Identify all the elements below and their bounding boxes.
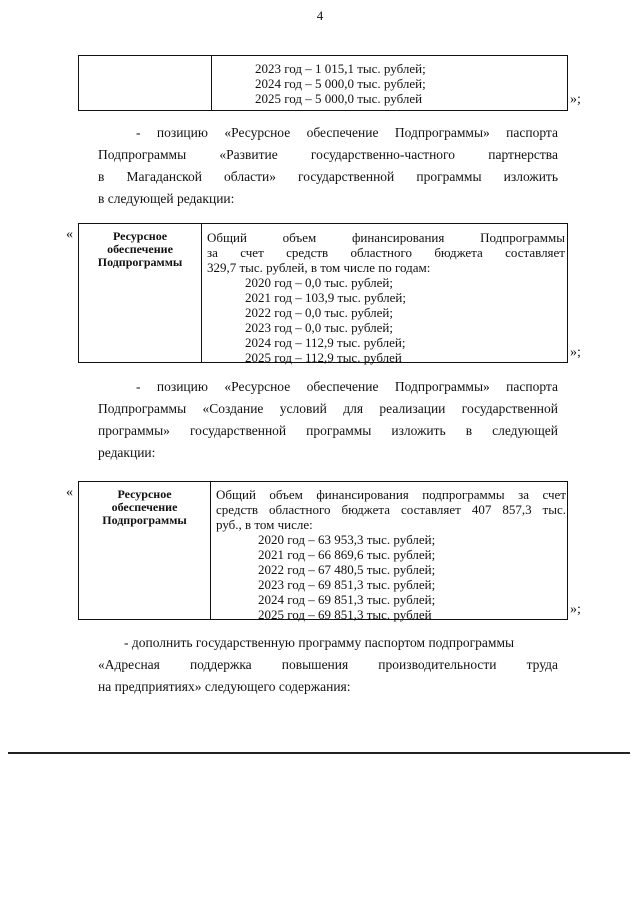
paragraph-edit-3 [98, 632, 558, 698]
paragraph-line: - позицию «Ресурсное обеспечение Подпрограммы» паспорта [136, 379, 558, 394]
paragraph-line: Подпрограммы «Развитие государственно-частного партнерства [98, 147, 558, 162]
year-line: 2024 год – 112,9 тыс. рублей; [245, 335, 406, 350]
year-line: 2025 год – 5 000,0 тыс. рублей [255, 91, 423, 106]
year-line: 2020 год – 0,0 тыс. рублей; [245, 275, 393, 290]
paragraph-line: редакции: [98, 445, 156, 460]
year-line: 2021 год – 103,9 тыс. рублей; [245, 290, 406, 305]
label-text: Ресурсное обеспечение Подпрограммы [97, 229, 183, 269]
opening-quote: « [66, 485, 73, 500]
table-value-cell [255, 61, 426, 106]
paragraph-line: в Магаданской области» государственной программы изложить [98, 169, 558, 184]
year-line: 2022 год – 67 480,5 тыс. рублей; [258, 562, 436, 577]
year-line: 2023 год – 69 851,3 тыс. рублей; [258, 577, 436, 592]
paragraph-line: на предприятиях» следующего содержания: [98, 679, 351, 694]
intro-line: 329,7 тыс. рублей, в том числе по годам: [207, 260, 431, 275]
closing-quote: »; [570, 345, 581, 360]
horizontal-divider [8, 752, 630, 754]
intro-line: средств областного бюджета составляет 407 857,3 тыс. [216, 502, 566, 517]
intro-line: Общий объем финансирования Подпрограммы [207, 230, 565, 245]
year-line: 2022 год – 0,0 тыс. рублей; [245, 305, 393, 320]
label-cell [79, 482, 211, 619]
page-number: 4 [316, 8, 324, 23]
paragraph-line: «Адресная поддержка повышения производительности труда [98, 657, 558, 672]
paragraph-line: - дополнить государственную программу паспортом подпрограммы [124, 635, 515, 650]
year-line: 2025 год – 69 851,3 тыс. рублей [258, 607, 432, 622]
closing-quote: »; [570, 92, 581, 107]
year-line: 2025 год – 112,9 тыс. рублей [245, 350, 402, 365]
intro-line: руб., в том числе: [216, 517, 313, 532]
label-text: Ресурсное обеспечение Подпрограммы [102, 487, 187, 527]
resource-table-2 [78, 481, 568, 620]
year-line: 2024 год – 69 851,3 тыс. рублей; [258, 592, 436, 607]
paragraph-line: - позицию «Ресурсное обеспечение Подпрограммы» паспорта [136, 125, 558, 140]
paragraph-line: Подпрограммы «Создание условий для реализации государственной [98, 401, 558, 416]
paragraph-edit-1 [98, 122, 558, 210]
opening-quote: « [66, 227, 73, 242]
paragraph-line: в следующей редакции: [98, 191, 235, 206]
closing-quote: »; [570, 602, 581, 617]
label-cell [79, 224, 202, 362]
year-line: 2024 год – 5 000,0 тыс. рублей; [255, 76, 426, 91]
intro-line: за счет средств областного бюджета составляет [207, 245, 565, 260]
intro-line: Общий объем финансирования подпрограммы за счет [216, 487, 566, 502]
table-continuation [78, 55, 568, 111]
paragraph-edit-2 [98, 376, 558, 464]
year-line: 2023 год – 0,0 тыс. рублей; [245, 320, 393, 335]
paragraph-line: программы» государственной программы изложить в следующей [98, 423, 558, 438]
year-line: 2023 год – 1 015,1 тыс. рублей; [255, 61, 426, 76]
table-empty-cell [79, 56, 212, 110]
value-cell [216, 487, 566, 622]
year-line: 2020 год – 63 953,3 тыс. рублей; [258, 532, 436, 547]
value-cell [207, 230, 565, 365]
resource-table-1 [78, 223, 568, 363]
year-line: 2021 год – 66 869,6 тыс. рублей; [258, 547, 436, 562]
